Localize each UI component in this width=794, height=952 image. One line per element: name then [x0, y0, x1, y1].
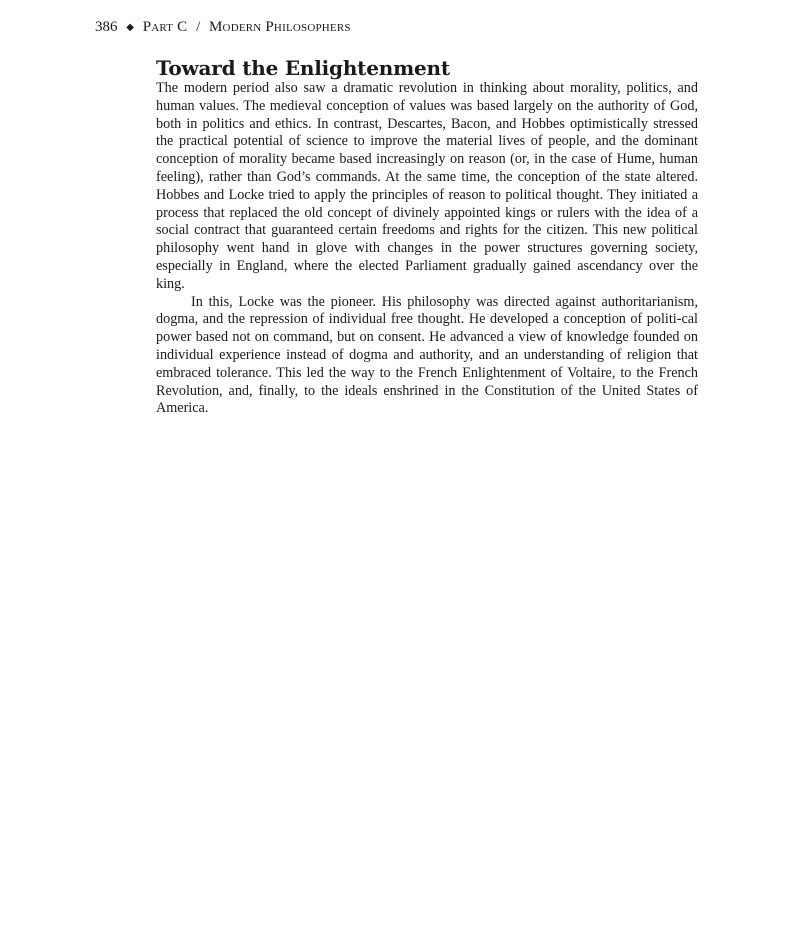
section-title: Modern Philosophers	[209, 19, 351, 35]
diamond-ornament-icon: ◆	[126, 22, 134, 33]
running-head-separator: /	[196, 19, 201, 35]
part-label: Part C	[142, 19, 188, 35]
section-heading: Toward the Enlightenment	[156, 56, 450, 80]
body-paragraph: The modern period also saw a dramatic revolution in thinking about morality, politics, and human values. The medieval conception of values was based largely on the authority of God, both in politics and ethics. In contrast, Descartes, Bacon, and Hobbes optimistically stressed the practical potential of science to improve the material lives of people, and the dominant conception of morality became based increasingly on reason (or, in the case of Hume, human feeling), rather than God’s commands. At the same time, the conception of the state altered. Hobbes and Locke tried to apply the principles of reason to political thought. They initiated a process that replaced the old concept of divinely appointed kings or rulers with the idea of a social contract that guaranteed certain freedoms and rights for the citizen. This new political philosophy went hand in glove with changes in the power structures governing society, especially in England, where the elected Parliament gradually gained ascendancy over the king.	[156, 80, 698, 292]
page-number: 386	[95, 19, 118, 35]
body-paragraph: In this, Locke was the pioneer. His philosophy was directed against authoritarianism, dogma, and the repression of individual free thought. He developed a conception of politi-cal power based not on command, but on consent. He advanced a view of knowledge founded on individual experience instead of dogma and authority, and an understanding of religion that embraced tolerance. This led the way to the French Enlightenment of Voltaire, to the French Revolution, and, finally, to the ideals enshrined in the Constitution of the United States of America.	[156, 293, 698, 417]
running-head	[95, 17, 351, 39]
page-body	[156, 56, 698, 418]
